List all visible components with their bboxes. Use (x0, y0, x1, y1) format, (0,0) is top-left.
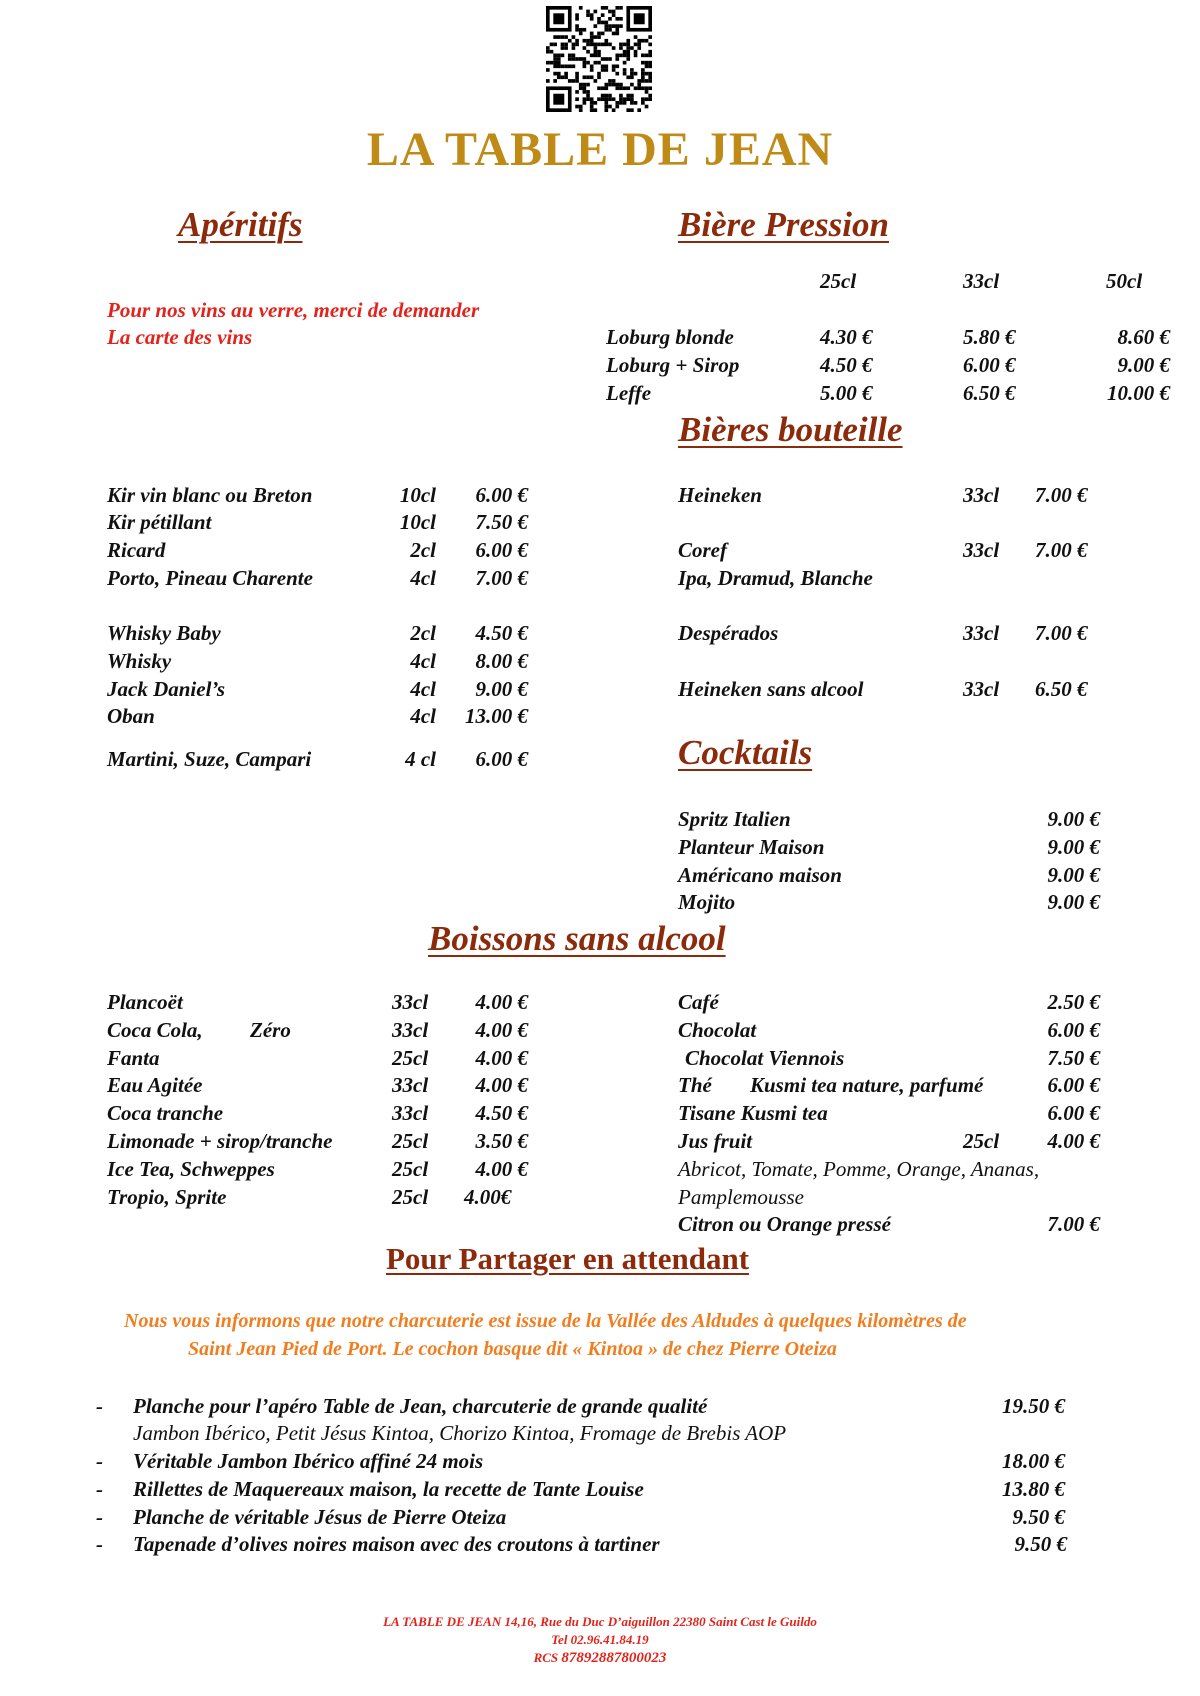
aperitif-name: Porto, Pineau Charente (107, 566, 313, 590)
soft-size: 25cl (392, 1157, 429, 1181)
cocktail-price: 9.00 € (1047, 863, 1100, 887)
soft-name: Tropio, Sprite (107, 1185, 227, 1209)
wine-note-line1: Pour nos vins au verre, merci de demander (107, 298, 480, 322)
bouteille-size: 33cl (963, 538, 1000, 562)
aperitif-price: 6.00 € (475, 483, 528, 507)
aperitif-name: Jack Daniel’s (107, 677, 226, 701)
bouteille-size: 33cl (963, 621, 1000, 645)
soft-extra: Zéro (250, 1018, 291, 1042)
bouteille-name: Heineken sans alcool (678, 677, 864, 701)
jus-price: 4.00 € (1047, 1129, 1100, 1153)
aperitif-size: 2cl (410, 538, 436, 562)
footer-rcs-number: 87892887800023 (561, 1650, 667, 1666)
share-item-price: 18.00 € (1002, 1449, 1065, 1473)
hot-name-chocolat: Chocolat (678, 1018, 757, 1042)
pression-price-33: 6.50 € (963, 381, 1016, 405)
bouteille-name: Despérados (678, 621, 779, 645)
aperitif-price: 4.50 € (475, 621, 528, 645)
aperitif-size: 4 cl (405, 747, 436, 771)
cocktail-price: 9.00 € (1047, 890, 1100, 914)
charcuterie-info-line1: Nous vous informons que notre charcuterie est issue de la Vallée des Aldudes à quelques kilomètres de (124, 1310, 967, 1332)
aperitif-price: 6.00 € (475, 747, 528, 771)
aperitif-size: 4cl (410, 566, 436, 590)
soft-price: 4.00 € (475, 1018, 528, 1042)
footer-rcs (0, 1650, 1200, 1667)
presse-name: Citron ou Orange pressé (678, 1212, 891, 1236)
pression-name: Loburg + Sirop (606, 353, 740, 377)
soft-name: Fanta (107, 1046, 160, 1070)
hot-name-tisane: Tisane Kusmi tea (678, 1101, 828, 1125)
pression-price-50: 9.00 € (1117, 353, 1170, 377)
soft-size: 33cl (392, 1018, 429, 1042)
soft-price: 3.50 € (475, 1129, 528, 1153)
restaurant-title: LA TABLE DE JEAN (366, 123, 834, 176)
bouteille-size: 33cl (963, 483, 1000, 507)
cocktail-price: 9.00 € (1047, 807, 1100, 831)
aperitif-price: 8.00 € (475, 649, 528, 673)
cocktail-name: Planteur Maison (678, 835, 825, 859)
share-item-name: Planche de véritable Jésus de Pierre Oteiza (133, 1505, 507, 1529)
aperitif-name: Kir pétillant (107, 510, 212, 534)
share-item-name: Véritable Jambon Ibérico affiné 24 mois (133, 1449, 484, 1473)
pression-price-50: 10.00 € (1107, 381, 1170, 405)
bouteille-price: 6.50 € (1035, 677, 1088, 701)
soft-size: 33cl (392, 1073, 429, 1097)
soft-price: 4.00 € (475, 1073, 528, 1097)
aperitif-name: Whisky Baby (107, 621, 221, 645)
soft-name: Limonade + sirop/tranche (107, 1129, 333, 1153)
jus-size: 25cl (963, 1129, 1000, 1153)
sans-alcool-heading: Boissons sans alcool (428, 919, 726, 958)
soft-size: 33cl (392, 1101, 429, 1125)
aperitif-size: 10cl (399, 510, 436, 534)
wine-note-line2: La carte des vins (107, 325, 253, 349)
list-bullet: - (96, 1505, 103, 1529)
size-header-33cl: 33cl (963, 269, 1000, 293)
jus-name: Jus fruit (678, 1129, 753, 1153)
hot-price-chocolat: 6.00 € (1047, 1018, 1100, 1042)
size-header-25cl: 25cl (820, 269, 857, 293)
jus-flavours-line1: Abricot, Tomate, Pomme, Orange, Ananas, (678, 1157, 1040, 1181)
bouteille-price: 7.00 € (1035, 538, 1088, 562)
soft-size: 33cl (392, 990, 429, 1014)
bouteille-name: Coref (678, 538, 727, 562)
bouteille-sub: Ipa, Dramud, Blanche (678, 566, 873, 590)
qr-code (546, 6, 652, 112)
aperitif-name: Kir vin blanc ou Breton (107, 483, 313, 507)
aperitif-price: 13.00 € (465, 704, 528, 728)
aperitif-name: Whisky (107, 649, 172, 673)
planche-detail: Jambon Ibérico, Petit Jésus Kintoa, Chorizo Kintoa, Fromage de Brebis AOP (133, 1421, 787, 1445)
partager-heading: Pour Partager en attendant (386, 1241, 750, 1276)
soft-size: 25cl (392, 1046, 429, 1070)
aperitif-size: 2cl (410, 621, 436, 645)
bouteille-name: Heineken (678, 483, 762, 507)
aperitifs-heading: Apéritifs (178, 205, 303, 244)
hot-price-the: 6.00 € (1047, 1073, 1100, 1097)
bouteille-price: 7.00 € (1035, 483, 1088, 507)
soft-name: Ice Tea, Schweppes (107, 1157, 275, 1181)
soft-price: 4.50 € (475, 1101, 528, 1125)
pression-price-50: 8.60 € (1117, 325, 1170, 349)
size-header-50cl: 50cl (1106, 269, 1143, 293)
hot-name-cafe: Café (678, 990, 719, 1014)
aperitif-size: 4cl (410, 704, 436, 728)
aperitif-name: Martini, Suze, Campari (107, 747, 312, 771)
pression-price-33: 6.00 € (963, 353, 1016, 377)
soft-name: Coca Cola, (107, 1018, 203, 1042)
footer-phone: Tel 02.96.41.84.19 (551, 1632, 649, 1647)
soft-price: 4.00 € (475, 1046, 528, 1070)
soft-size: 25cl (392, 1185, 429, 1209)
soft-name: Plancoët (107, 990, 183, 1014)
biere-pression-heading: Bière Pression (678, 205, 889, 244)
aperitif-price: 7.00 € (475, 566, 528, 590)
aperitif-name: Ricard (107, 538, 166, 562)
aperitif-name: Oban (107, 704, 155, 728)
share-item-name: Tapenade d’olives noires maison avec des croutons à tartiner (133, 1532, 660, 1556)
soft-price: 4.00 € (475, 990, 528, 1014)
list-bullet: - (96, 1532, 103, 1556)
hot-price-tisane: 6.00 € (1047, 1101, 1100, 1125)
aperitif-price: 9.00 € (475, 677, 528, 701)
pression-price-25: 4.50 € (820, 353, 873, 377)
jus-flavours-line2: Pamplemousse (678, 1185, 804, 1209)
hot-price-viennois: 7.50 € (1047, 1046, 1100, 1070)
hot-name-the: Thé (678, 1073, 712, 1097)
soft-name: Coca tranche (107, 1101, 224, 1125)
share-item-name: Planche pour l’apéro Table de Jean, charcuterie de grande qualité (133, 1394, 708, 1418)
hot-desc-the: Kusmi tea nature, parfumé (750, 1073, 984, 1097)
bouteille-price: 7.00 € (1035, 621, 1088, 645)
footer-address: LA TABLE DE JEAN 14,16, Rue du Duc D’aiguillon 22380 Saint Cast le Guildo (383, 1614, 817, 1629)
list-bullet: - (96, 1394, 103, 1418)
cocktail-name: Américano maison (678, 863, 842, 887)
pression-name: Leffe (606, 381, 652, 405)
list-bullet: - (96, 1477, 103, 1501)
hot-name-viennois: Chocolat Viennois (685, 1046, 845, 1070)
bieres-bouteille-heading: Bières bouteille (678, 410, 903, 449)
soft-price: 4.00 € (475, 1157, 528, 1181)
cocktail-name: Mojito (678, 890, 736, 914)
soft-name: Eau Agitée (107, 1073, 203, 1097)
aperitif-price: 7.50 € (475, 510, 528, 534)
share-item-name: Rillettes de Maquereaux maison, la recette de Tante Louise (133, 1477, 644, 1501)
soft-price: 4.00€ (464, 1185, 512, 1209)
bouteille-size: 33cl (963, 677, 1000, 701)
presse-price: 7.00 € (1047, 1212, 1100, 1236)
pression-name: Loburg blonde (606, 325, 734, 349)
aperitif-size: 4cl (410, 649, 436, 673)
aperitif-price: 6.00 € (475, 538, 528, 562)
aperitif-size: 10cl (399, 483, 436, 507)
cocktails-heading: Cocktails (678, 733, 813, 772)
soft-size: 25cl (392, 1129, 429, 1153)
share-item-price: 19.50 € (1002, 1394, 1065, 1418)
share-item-price: 9.50 € (1012, 1505, 1065, 1529)
charcuterie-info-line2: Saint Jean Pied de Port. Le cochon basque dit « Kintoa » de chez Pierre Oteiza (188, 1338, 837, 1360)
cocktail-price: 9.00 € (1047, 835, 1100, 859)
cocktail-name: Spritz Italien (678, 807, 791, 831)
pression-price-25: 5.00 € (820, 381, 873, 405)
pression-price-33: 5.80 € (963, 325, 1016, 349)
footer-rcs-label: RCS (533, 1650, 559, 1665)
pression-price-25: 4.30 € (820, 325, 873, 349)
list-bullet: - (96, 1449, 103, 1473)
hot-price-cafe: 2.50 € (1047, 990, 1100, 1014)
aperitif-size: 4cl (410, 677, 436, 701)
share-item-price: 13.80 € (1002, 1477, 1065, 1501)
share-item-price: 9.50 € (1014, 1532, 1067, 1556)
